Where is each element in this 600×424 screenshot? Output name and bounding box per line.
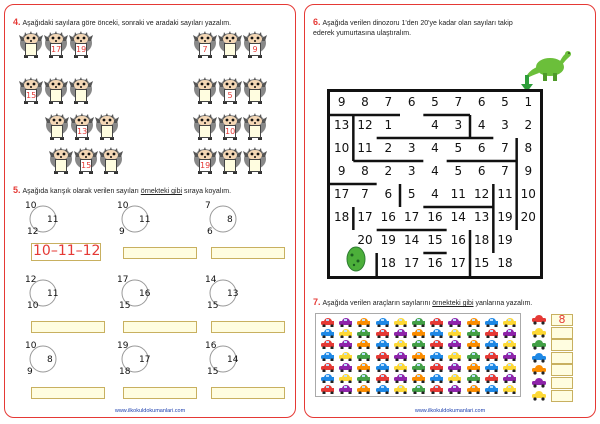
car-icon [375,352,389,361]
number-circle [25,275,65,315]
maze-number: 6 [477,95,486,109]
q7-number: 7. [313,297,321,307]
car-icon [320,385,334,394]
maze-number: 4 [477,118,486,132]
car-icon [411,340,425,349]
circle-number: 10 [27,301,39,311]
car-icon [338,363,352,372]
circle-number: 16 [205,341,217,351]
car-icon [356,329,370,338]
q4-text: Aşağıdaki sayılara göre önceki, sonraki ve aradaki sayıları yazalım. [22,20,232,27]
car-icon [411,318,425,327]
car-icon [338,318,352,327]
maze-number: 4 [431,187,439,201]
car-icon [466,363,480,372]
maze-number: 19 [497,210,513,224]
car-icon [375,340,389,349]
car-icon [429,329,443,338]
car-icon [356,340,370,349]
maze-number: 11 [497,187,513,201]
car-icon [447,340,461,349]
circle-number: 13 [227,289,239,299]
q5-text-a: Aşağıda karışık olarak verilen sayıları [22,188,141,195]
q5-text-underlined: örnekteki gibi [140,188,183,195]
hedgehog-card [95,113,119,141]
car-example-answer-box: 8 [551,314,573,326]
hedgehog-card [243,147,267,175]
circle-number: 14 [227,355,239,365]
q7-text-underlined: örnekteki gibi [432,300,474,307]
q5-number: 5. [13,185,21,195]
car-icon [393,340,407,349]
number-answer-box[interactable] [224,43,236,56]
maze-number: 17 [334,187,350,201]
car-icon [429,352,443,361]
maze-number: 10 [334,141,350,155]
number-answer-box[interactable] [249,125,261,138]
car-icon [338,352,352,361]
hedgehog-card [44,77,68,105]
maze-number: 12 [357,118,373,132]
car-icon [320,374,334,383]
number-box: 9 [249,43,261,56]
car-icon [411,329,425,338]
number-answer-box[interactable] [25,43,37,56]
maze-number: 4 [431,141,439,155]
car-icon [466,329,480,338]
circle-number: 10 [25,201,37,211]
hedgehog-card [193,113,217,141]
maze-number: 3 [454,118,463,132]
car-icon [429,385,443,394]
maze-number: 5 [431,95,439,109]
car-icon [338,374,352,383]
car-icon [484,385,498,394]
number-box: 13 [77,127,88,136]
maze-number: 11 [450,187,466,201]
car-icon [375,374,389,383]
circle-number: 12 [25,275,37,285]
circle-number: 7 [205,201,211,211]
maze-number: 19 [497,233,513,247]
circle-number: 19 [117,341,129,351]
car-icon [393,363,407,372]
car-icon [375,329,389,338]
car-icon [502,363,516,372]
car-icon [338,340,352,349]
maze-number: 1 [384,118,393,132]
car-icon [338,385,352,394]
maze-number: 5 [454,164,463,178]
maze-number: 8 [361,95,369,109]
hedgehog-card [19,77,43,105]
car-icon [393,318,407,327]
car-icon [375,318,389,327]
car-icon [484,329,498,338]
hedgehog-card [44,31,68,59]
maze-number: 16 [380,210,396,224]
maze-number: 10 [520,187,536,201]
hedgehog-card [74,147,98,175]
car-icon [447,363,461,372]
maze-number: 7 [501,164,509,178]
car-icon [356,385,370,394]
car-icon [484,340,498,349]
circle-number: 8 [227,215,233,225]
maze-number: 7 [454,95,463,109]
car-icon [411,385,425,394]
maze-number: 2 [384,164,393,178]
car-icon [320,363,334,372]
maze-number: 9 [337,95,346,109]
maze-number: 3 [407,141,416,155]
car-count-answer-box[interactable] [551,377,573,389]
maze-number: 9 [524,164,533,178]
car-icon [356,318,370,327]
hedgehog-card [243,113,267,141]
maze-number: 15 [474,256,490,270]
number-circle [25,201,65,241]
number-box: 7 [199,43,211,56]
hedgehog-card [69,77,93,105]
example-answer-box [31,243,101,261]
car-icon [356,363,370,372]
car-icon [447,352,461,361]
maze-number: 17 [404,256,420,270]
number-circle [205,275,245,315]
car-icon [411,374,425,383]
number-box: 17 [51,45,62,54]
car-icon [447,374,461,383]
q6-instruction [313,17,513,39]
car-icon [356,374,370,383]
hedgehog-card [193,31,217,59]
circle-number: 11 [47,215,59,225]
number-circle [117,341,157,381]
q5-example-answer: 10–11–12 [33,243,101,259]
number-answer-box[interactable] [199,89,211,102]
order-answer-box[interactable] [211,247,285,259]
circle-number: 8 [47,355,53,365]
car-legend-icon [531,315,547,325]
car-icon [502,385,516,394]
maze-number: 8 [524,141,533,155]
hedgehog-card [193,147,217,175]
circle-number: 15 [207,301,219,311]
q4-number: 4. [13,17,21,27]
car-icon [338,329,352,338]
number-box: 15 [81,161,92,170]
q7-text-b: yanlarına yazalım. [473,300,533,307]
circle-number: 6 [207,227,213,237]
maze-number: 13 [334,118,350,132]
maze-number: 4 [431,118,439,132]
maze-number: 5 [407,187,416,201]
maze-number: 17 [450,256,466,270]
number-circle [205,341,245,381]
car-icon [320,340,334,349]
maze-number: 12 [474,187,490,201]
number-box: 5 [224,89,236,102]
maze-number: 13 [474,210,490,224]
left-site-url: www.ilkokuldokumanlari.com [114,408,186,414]
hedgehog-card [218,147,242,175]
circle-number: 9 [27,367,33,377]
number-box: 10 [225,127,236,136]
cars-grid [315,313,521,397]
maze-number: 18 [474,233,490,247]
maze-number: 11 [357,141,373,155]
order-answer-box[interactable] [31,387,105,399]
maze-number: 5 [454,141,463,155]
circle-number: 11 [139,215,151,225]
car-icon [375,385,389,394]
hedgehog-card [243,77,267,105]
maze-number: 17 [357,210,373,224]
maze-number: 1 [524,95,533,109]
car-icon [320,352,334,361]
maze-number: 4 [431,164,439,178]
number-box: 19 [76,45,87,54]
number-answer-box[interactable] [50,89,62,102]
maze-number: 6 [407,95,416,109]
maze-number: 7 [384,95,393,109]
car-icon [393,374,407,383]
maze-number: 18 [380,256,396,270]
number-answer-box[interactable] [55,159,67,172]
car-icon [320,318,334,327]
q7-instruction [313,297,593,309]
order-answer-box[interactable] [123,247,197,259]
car-count-answer-box[interactable] [551,364,573,376]
car-icon [411,352,425,361]
hedgehog-card [218,113,242,141]
car-count-answer-box[interactable] [551,327,573,339]
number-answer-box[interactable] [249,159,261,172]
car-icon [502,340,516,349]
car-icon [466,340,480,349]
number-circle [205,201,245,241]
maze-number: 16 [427,256,443,270]
order-answer-box[interactable] [123,321,197,333]
car-icon [356,352,370,361]
car-icon [411,363,425,372]
egg-icon [345,245,367,273]
car-icon [484,318,498,327]
car-icon [320,329,334,338]
number-circle [25,341,65,381]
order-answer-box[interactable] [211,321,285,333]
car-icon [375,363,389,372]
circle-number: 17 [117,275,129,285]
number-answer-box[interactable] [75,89,87,102]
hedgehog-card [193,77,217,105]
q4-instruction [13,17,293,29]
circle-number: 17 [139,355,151,365]
q7-text-a: Aşağıda verilen araçların sayılarını [322,300,433,307]
car-legend-icon [531,340,547,350]
car-icon [502,374,516,383]
car-count-answer-box[interactable] [551,352,573,364]
number-answer-box[interactable] [51,125,63,138]
hedgehog-card [49,147,73,175]
car-icon [447,329,461,338]
car-icon [466,352,480,361]
car-icon [393,352,407,361]
car-count-answer-box[interactable] [551,339,573,351]
car-icon [466,374,480,383]
number-answer-box[interactable] [224,159,236,172]
circle-number: 14 [205,275,217,285]
number-circle [117,201,157,241]
hedgehog-card [45,113,69,141]
number-answer-box[interactable] [199,125,211,138]
maze-number: 17 [404,210,420,224]
number-box: 15 [26,91,37,100]
order-answer-box[interactable] [211,387,285,399]
car-icon [393,385,407,394]
maze-number: 7 [501,141,509,155]
circle-number: 9 [119,227,125,237]
car-icon [502,318,516,327]
circle-number: 18 [119,367,131,377]
maze-number: 16 [450,233,466,247]
q6-number: 6. [313,17,321,27]
maze-number: 6 [477,141,486,155]
maze-number: 8 [361,164,369,178]
maze-number: 19 [380,233,396,247]
car-count-answer-box[interactable] [551,390,573,402]
circle-number: 16 [139,289,151,299]
circle-number: 12 [27,227,39,237]
maze-number: 5 [501,95,509,109]
car-icon [466,385,480,394]
maze-number: 14 [450,210,466,224]
right-site-url: www.ilkokuldokumanlari.com [414,408,486,414]
car-icon [466,318,480,327]
number-answer-box[interactable] [249,89,261,102]
hedgehog-card [218,77,242,105]
maze-number: 6 [477,164,486,178]
order-answer-box[interactable] [123,387,197,399]
hedgehog-card [218,31,242,59]
circle-number: 10 [117,201,129,211]
car-icon [429,318,443,327]
car-icon [429,340,443,349]
right-worksheet-page [304,4,596,418]
maze-number: 14 [404,233,420,247]
car-icon [429,374,443,383]
car-icon [393,329,407,338]
order-answer-box[interactable] [31,321,105,333]
maze-number: 18 [334,210,350,224]
maze-number: 3 [501,118,509,132]
car-legend-icon [531,365,547,375]
hedgehog-card [243,31,267,59]
maze-number: 7 [361,187,369,201]
car-icon [484,363,498,372]
q5-instruction [13,185,293,197]
circle-number: 10 [25,341,37,351]
left-worksheet-page [4,4,296,418]
hedgehog-card [99,147,123,175]
maze-number: 3 [407,164,416,178]
circle-number: 11 [47,289,59,299]
number-answer-box[interactable] [101,125,113,138]
maze-number: 2 [384,141,393,155]
maze-number: 20 [357,233,373,247]
car-legend-icon [531,391,547,401]
maze-number: 2 [524,118,533,132]
car-legend-icon [531,328,547,338]
car-legend-icon [531,353,547,363]
maze-number: 18 [497,256,513,270]
car-icon [502,352,516,361]
car-icon [447,318,461,327]
hedgehog-card [69,31,93,59]
car-icon [484,352,498,361]
car-icon [502,329,516,338]
car-icon [484,374,498,383]
number-box: 19 [200,161,211,170]
number-circle [117,275,157,315]
maze-number: 15 [427,233,443,247]
car-icon [447,385,461,394]
maze-number: 9 [337,164,346,178]
q5-text-b: sıraya koyalım. [182,188,232,195]
number-answer-box[interactable] [105,159,117,172]
circle-number: 15 [119,301,131,311]
car-icon [429,363,443,372]
maze-number: 16 [427,210,443,224]
maze-number: 6 [384,187,393,201]
car-legend-icon [531,378,547,388]
hedgehog-card [70,113,94,141]
circle-number: 15 [207,367,219,377]
q6-text: Aşağıda verilen dinozoru 1'den 20'ye kadar olan sayıları takip ederek yumurtasına ulaştıralım. [313,20,513,37]
maze-number: 20 [520,210,536,224]
hedgehog-card [19,31,43,59]
